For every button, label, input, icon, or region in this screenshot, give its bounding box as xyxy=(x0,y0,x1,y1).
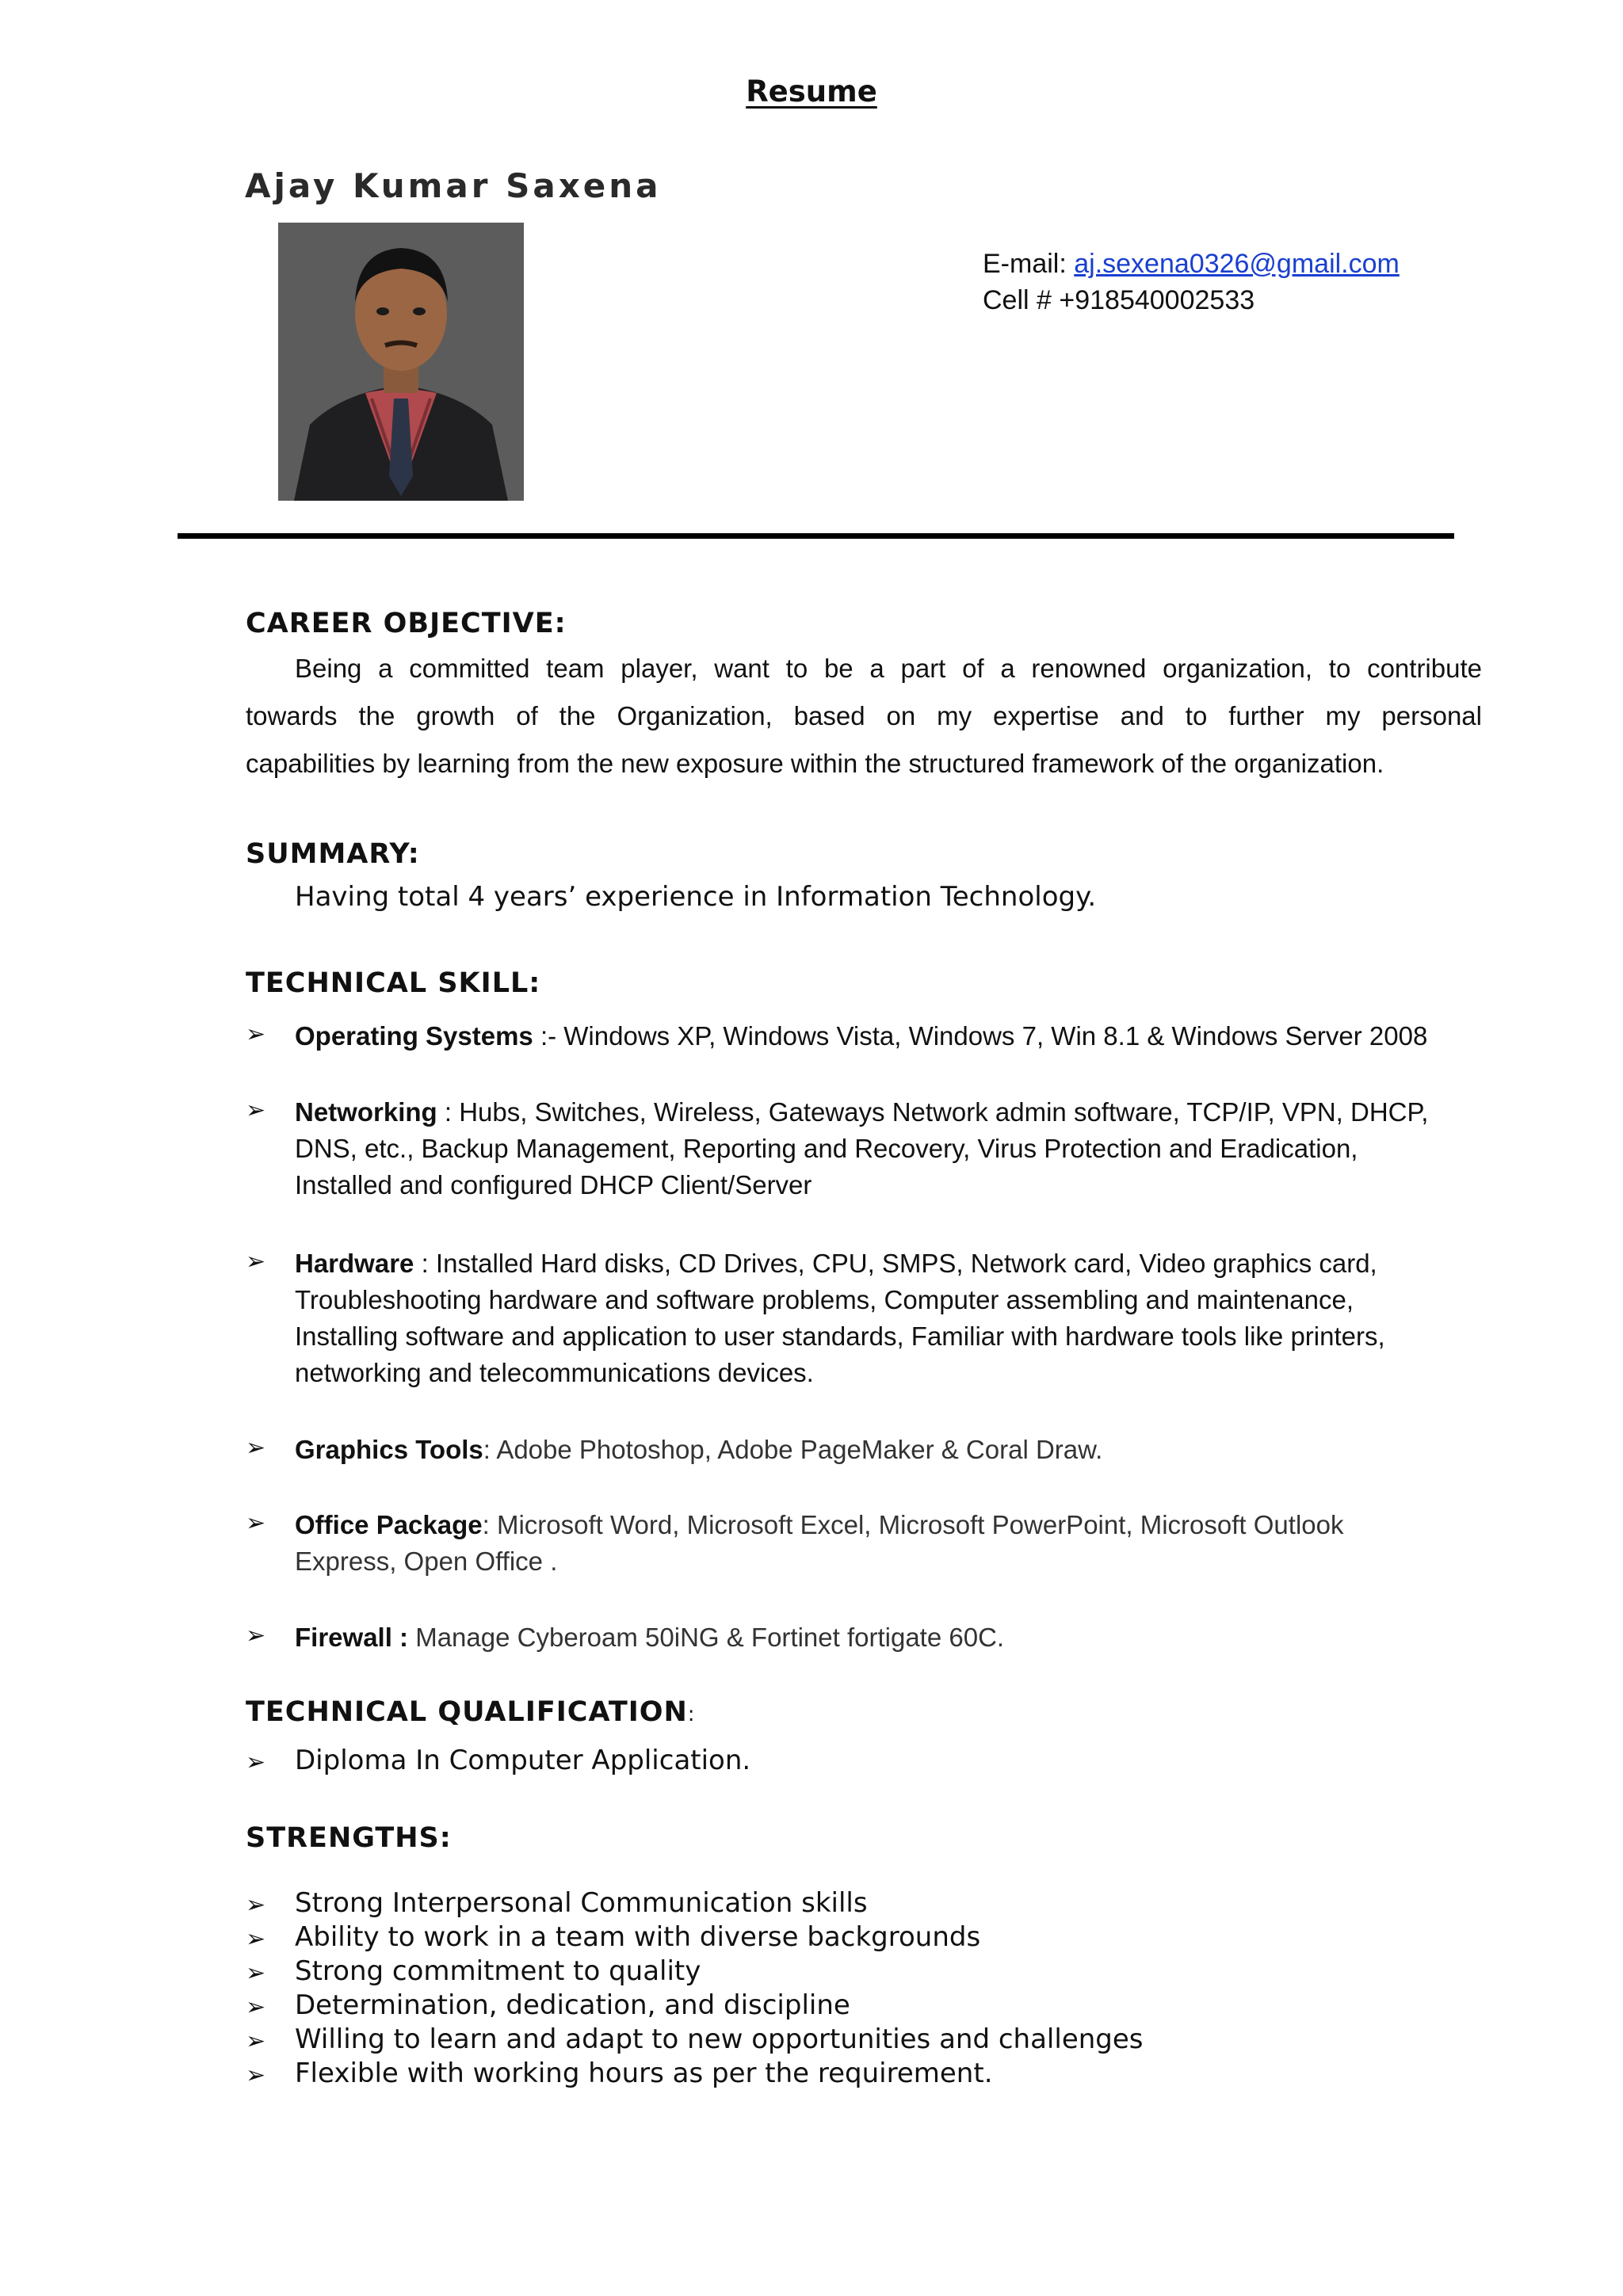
bullet-icon: ➢ xyxy=(246,1622,266,1650)
skill-separator: :- xyxy=(533,1021,564,1051)
skill-value: Installing software and application to user standards, Familiar with hardware tools like printers, xyxy=(295,1322,1385,1351)
career-objective-line-3: capabilities by learning from the new exposure within the structured framework of the organization. xyxy=(246,749,1384,778)
strength-item: Ability to work in a team with diverse backgrounds xyxy=(295,1921,981,1953)
skill-label: Networking xyxy=(295,1097,437,1127)
summary-heading: SUMMARY: xyxy=(246,838,420,870)
skill-label: Firewall : xyxy=(295,1623,409,1652)
email-link[interactable]: aj.sexena0326@gmail.com xyxy=(1074,249,1400,279)
strength-item: Willing to learn and adapt to new opportunities and challenges xyxy=(295,2023,1144,2055)
strength-item: Determination, dedication, and discipline xyxy=(295,1989,850,2021)
skill-label: Hardware xyxy=(295,1249,414,1278)
skill-value: Microsoft Word, Microsoft Excel, Microsoft PowerPoint, Microsoft Outlook xyxy=(496,1510,1344,1539)
skill-graphics-tools xyxy=(295,1432,1484,1468)
bullet-icon: ➢ xyxy=(246,2027,266,2055)
skill-value: Windows XP, Windows Vista, Windows 7, Win 8.1 & Windows Server 2008 xyxy=(563,1021,1428,1051)
bullet-icon: ➢ xyxy=(246,1509,266,1537)
bullet-icon: ➢ xyxy=(246,1891,266,1919)
bullet-icon: ➢ xyxy=(246,1925,266,1953)
skill-value: Manage Cyberoam 50iNG & Fortinet fortigate 60C. xyxy=(415,1623,1005,1652)
skill-value: DNS, etc., Backup Management, Reporting and Recovery, Virus Protection and Eradication, xyxy=(295,1134,1358,1163)
email-label: E-mail: xyxy=(983,249,1075,279)
skill-firewall xyxy=(295,1619,1484,1656)
profile-photo xyxy=(278,223,524,501)
bullet-icon: ➢ xyxy=(246,2061,266,2089)
qualification-item: Diploma In Computer Application. xyxy=(295,1745,751,1776)
skill-value: Installed Hard disks, CD Drives, CPU, SMPS, Network card, Video graphics card, xyxy=(435,1249,1377,1278)
skill-networking xyxy=(295,1094,1484,1203)
portrait-illustration xyxy=(278,223,524,501)
bullet-icon: ➢ xyxy=(246,1248,266,1276)
skill-separator: : xyxy=(482,1510,497,1539)
skill-value: Installed and configured DHCP Client/Server xyxy=(295,1170,812,1199)
document-title: Resume xyxy=(746,74,877,109)
skill-separator xyxy=(408,1623,415,1652)
skill-hardware xyxy=(295,1245,1484,1391)
career-objective-line-1: Being a committed team player, want to be a part of a renowned organization, to contribute xyxy=(295,654,1482,683)
bullet-icon: ➢ xyxy=(246,1959,266,1987)
bullet-icon: ➢ xyxy=(246,1097,266,1124)
strength-item: Flexible with working hours as per the requirement. xyxy=(295,2058,993,2089)
skill-value: Hubs, Switches, Wireless, Gateways Network admin software, TCP/IP, VPN, DHCP, xyxy=(459,1097,1429,1127)
technical-qualification-heading xyxy=(246,1696,696,1728)
skill-label: Graphics Tools xyxy=(295,1435,483,1464)
skill-value: Troubleshooting hardware and software problems, Computer assembling and maintenance, xyxy=(295,1285,1354,1314)
career-objective-line-2: towards the growth of the Organization, based on my expertise and to further my personal xyxy=(246,701,1482,730)
skill-value: Express, Open Office . xyxy=(295,1547,558,1576)
bullet-icon: ➢ xyxy=(246,1434,266,1462)
skill-separator: : xyxy=(414,1249,436,1278)
bullet-icon: ➢ xyxy=(246,1020,266,1048)
summary-text: Having total 4 years’ experience in Information Technology. xyxy=(295,881,1097,913)
strengths-heading: STRENGTHS: xyxy=(246,1822,452,1854)
skill-separator: : xyxy=(483,1435,497,1464)
skill-value: networking and telecommunications devices. xyxy=(295,1358,814,1387)
strength-item: Strong Interpersonal Communication skills xyxy=(295,1887,868,1919)
career-objective-heading: CAREER OBJECTIVE: xyxy=(246,608,567,639)
phone-number: Cell # +918540002533 xyxy=(983,285,1255,315)
skill-office-package xyxy=(295,1507,1484,1580)
header-divider xyxy=(178,533,1454,539)
skill-label: Operating Systems xyxy=(295,1021,533,1051)
skill-value: Adobe Photoshop, Adobe PageMaker & Coral Draw. xyxy=(496,1435,1103,1464)
technical-qualification-title: TECHNICAL QUALIFICATION xyxy=(246,1696,688,1728)
email-line xyxy=(983,249,1400,280)
bullet-icon: ➢ xyxy=(246,1993,266,2021)
strength-item: Strong commitment to quality xyxy=(295,1955,701,1987)
skill-label: Office Package xyxy=(295,1510,483,1539)
skill-separator: : xyxy=(437,1097,460,1127)
bullet-icon: ➢ xyxy=(246,1749,266,1776)
skill-operating-systems xyxy=(295,1018,1484,1055)
candidate-name: Ajay Kumar Saxena xyxy=(245,166,662,205)
technical-skill-heading: TECHNICAL SKILL: xyxy=(246,967,541,999)
technical-qualification-colon: : xyxy=(687,1703,696,1726)
